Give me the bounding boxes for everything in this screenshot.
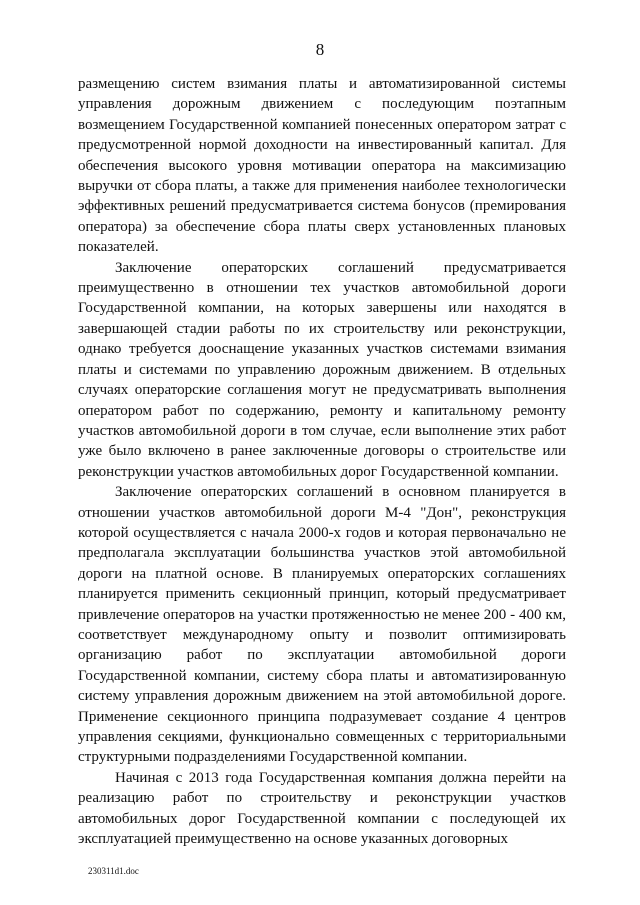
page-number: 8 (315, 40, 325, 59)
paragraph-2013-transition: Начиная с 2013 года Государственная компания должна перейти на реализацию работ по строительству и реконструкции участков автомобильных дорог Государственной компании с последующей их эксплуатацией преимущественно на основе указанных договорных (78, 769, 566, 848)
paragraph-m4-don: Заключение операторских соглашений в основном планируется в отношении участков автомобильной дороги М-4 "Дон", реконструкция которой осуществляется с начала 2000-х годов и которая первоначально не предполагала эксплуатации большинства участков этой автомобильной дороги на платной основе. В планируемых операторских соглашениях планируется применить секционный принцип, который предусматривает привлечение операторов на участки протяженностью не менее 200 - 400 км, соответствует международному опыту и позволит оптимизировать организацию работ по эксплуатации автомобильной дороги Государственной компании, систему сбора платы и автоматизированную систему управления дорожным движением на этой автомобильной дороге. Применение секционного принципа подразумевает создание 4 центров управления секциями, функционально совмещенных с территориальными структурными подразделениями Государственной компании. (78, 484, 566, 766)
document-body (78, 74, 566, 849)
paragraph-operator-agreements: Заключение операторских соглашений предусматривается преимущественно в отношении тех участков автомобильной дороги Государственной компании, на которых завершены или находятся в завершающей стадии работы по их строительству или реконструкции, однако требуется дооснащение указанных участков системами взимания платы и системами по управлению дорожным движением. В отдельных случаях операторские соглашения могут не предусматривать выполнения оператором работ по содержанию, ремонту и капитальному ремонту участков автомобильной дороги в том случае, если выполнение этих работ уже было включено в ранее заключенные договоры о строительстве или реконструкции участков автомобильных дорог Государственной компании. (78, 259, 566, 480)
footer-filename: 230311d1.doc (88, 866, 139, 876)
paragraph-continuation: размещению систем взимания платы и автоматизированной системы управления дорожным движением с последующим поэтапным возмещением Государственной компанией понесенных оператором затрат с предусмотренной нормой доходности на инвестированный капитал. Для обеспечения высокого уровня мотивации оператора на максимизацию выручки от сбора платы, а также для применения наиболее технологически эффективных решений предусматривается система бонусов (премирования оператора) за обеспечение сбора платы сверх установленных плановых показателей. (78, 76, 566, 256)
